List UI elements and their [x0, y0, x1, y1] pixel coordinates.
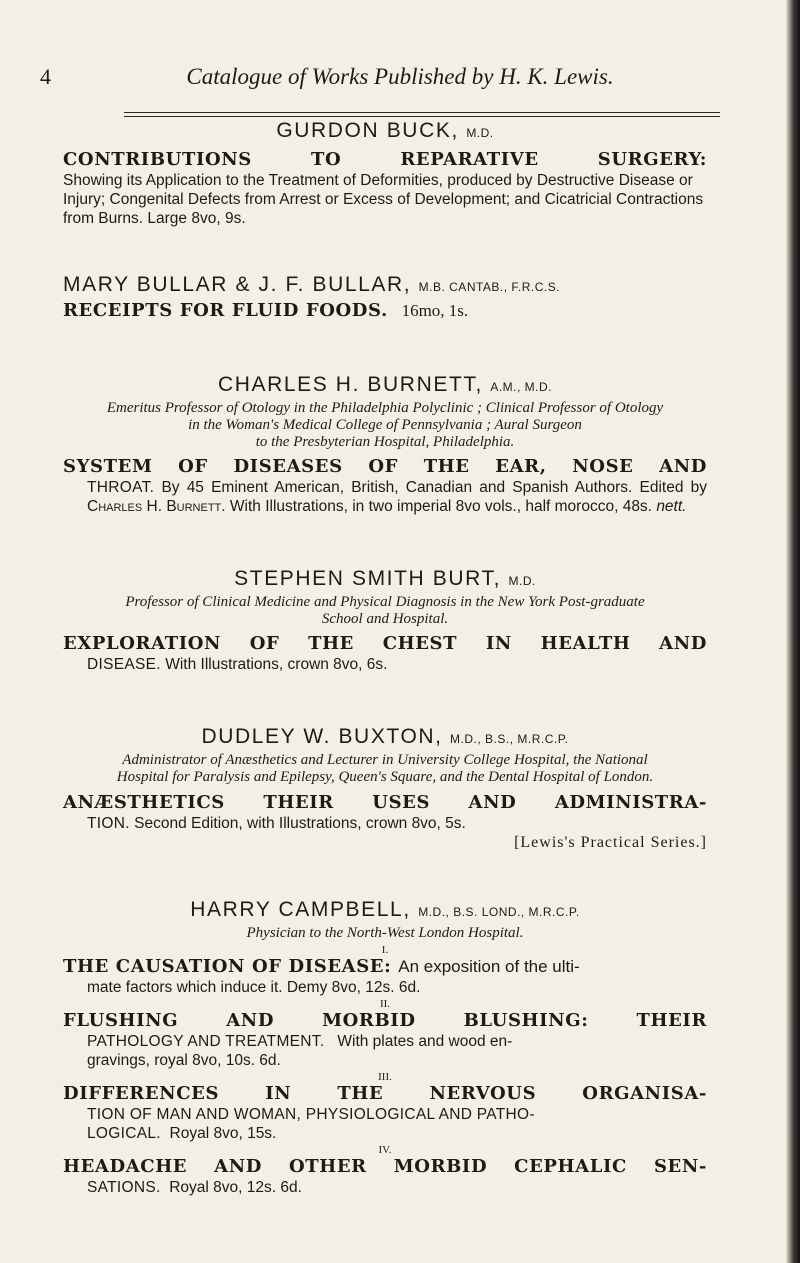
book-description: mate factors which induce it. Demy 8vo, 12s. 6d.: [87, 979, 421, 996]
author-name: GURDON BUCK, M.D.: [276, 119, 494, 142]
book-title: EXPLORATION OF THE CHEST IN HEALTH AND: [63, 633, 707, 654]
book-price: 16mo, 1s.: [401, 301, 469, 320]
series-note: [Lewis's Practical Series.]: [514, 834, 707, 851]
book-description: PATHOLOGY AND TREATMENT. With plates and wood en-: [87, 1033, 513, 1050]
work-numeral: IV.: [378, 1144, 392, 1156]
book-description: DISEASE. With Illustrations, crown 8vo, 6s.: [87, 656, 388, 673]
work-numeral: III.: [378, 1071, 392, 1083]
book-title: HEADACHE AND OTHER MORBID CEPHALIC SEN-: [63, 1156, 707, 1177]
author-affiliation: Professor of Clinical Medicine and Physical Diagnosis in the New York Post-graduate: [125, 594, 645, 610]
book-description: THROAT. By 45 Eminent American, British, Canadian and Spanish Authors. Edited by Charles H. Burnett. With Illustrations, in two imperial 8vo vols., half morocco, 48s. nett.: [87, 479, 707, 515]
author-affiliation: to the Presbyterian Hospital, Philadelphia.: [255, 434, 515, 450]
page-edge-shadow: [786, 0, 800, 1263]
book-title: SYSTEM OF DISEASES OF THE EAR, NOSE AND: [63, 456, 707, 477]
author-degrees: M.D., B.S., M.R.C.P.: [450, 732, 569, 746]
book-title-continued: TION OF MAN AND WOMAN, PHYSIOLOGICAL AND PATHO-: [87, 1106, 535, 1123]
book-description: gravings, royal 8vo, 10s. 6d.: [87, 1052, 281, 1069]
author-name: CHARLES H. BURNETT, A.M., M.D.: [217, 373, 553, 396]
author-affiliation: in the Woman's Medical College of Pennsylvania ; Aural Surgeon: [188, 417, 582, 433]
author-degrees: M.B. CANTAB., F.R.C.S.: [418, 280, 561, 294]
author-degrees: M.D.: [466, 126, 494, 140]
entry-bullar: [63, 272, 707, 322]
entry-campbell: [63, 897, 707, 1197]
book-title: ANÆSTHETICS THEIR USES AND ADMINISTRA-: [63, 792, 707, 813]
author-name: STEPHEN SMITH BURT, M.D.: [234, 567, 536, 590]
work-numeral: II.: [379, 998, 391, 1010]
book-description: TION. Second Edition, with Illustrations, crown 8vo, 5s.: [87, 815, 466, 832]
editor-name: Charles H. Burnett.: [87, 498, 226, 515]
author-affiliation: Hospital for Paralysis and Epilepsy, Queen's Square, and the Dental Hospital of London.: [116, 769, 654, 785]
author-affiliation: Administrator of Anæsthetics and Lecturer in University College Hospital, the National: [122, 752, 648, 768]
author-name: DUDLEY W. BUXTON, M.D., B.S., M.R.C.P.: [201, 725, 569, 748]
book-title: THE CAUSATION OF DISEASE: An exposition of the ulti-: [63, 956, 580, 977]
page-header: [40, 64, 760, 100]
page-number: 4: [40, 64, 51, 89]
entry-burt: [63, 566, 707, 674]
entry-burnett: [63, 372, 707, 516]
author-affiliation: School and Hospital.: [321, 611, 449, 627]
work-numeral: I.: [381, 944, 389, 956]
author-degrees: A.M., M.D.: [490, 380, 553, 394]
catalogue-content: [63, 118, 707, 1197]
author-degrees: M.D., B.S. LOND., M.R.C.P.: [418, 905, 580, 919]
author-degrees: M.D.: [508, 574, 536, 588]
entry-gurdon-buck: [63, 118, 707, 228]
book-title: RECEIPTS FOR FLUID FOODS. 16mo, 1s.: [63, 300, 469, 321]
book-description: Showing its Application to the Treatment of Deformities, produced by Destructive Disease or Injury; Congenital Defects from Arrest or Excess of Development; and Cicatricial Contractions from Burns. Large 8vo, 9s.: [63, 172, 704, 227]
book-description: SATIONS. Royal 8vo, 12s. 6d.: [87, 1179, 302, 1196]
author-affiliation: Physician to the North-West London Hospital.: [246, 925, 524, 941]
book-description: LOGICAL. Royal 8vo, 15s.: [87, 1125, 277, 1142]
author-affiliation: Emeritus Professor of Otology in the Philadelphia Polyclinic ; Clinical Professor of Otology: [106, 400, 664, 416]
author-name: HARRY CAMPBELL, M.D., B.S. LOND., M.R.C.P.: [190, 898, 580, 921]
book-title: CONTRIBUTIONS TO REPARATIVE SURGERY:: [63, 149, 707, 170]
header-rule: [124, 112, 720, 117]
book-title: FLUSHING AND MORBID BLUSHING: THEIR: [63, 1010, 707, 1031]
entry-buxton: [63, 724, 707, 852]
running-title: Catalogue of Works Published by H. K. Lewis.: [186, 64, 614, 89]
book-title: DIFFERENCES IN THE NERVOUS ORGANISA-: [63, 1083, 707, 1104]
author-name: MARY BULLAR & J. F. BULLAR, M.B. CANTAB., F.R.C.S.: [63, 273, 561, 296]
